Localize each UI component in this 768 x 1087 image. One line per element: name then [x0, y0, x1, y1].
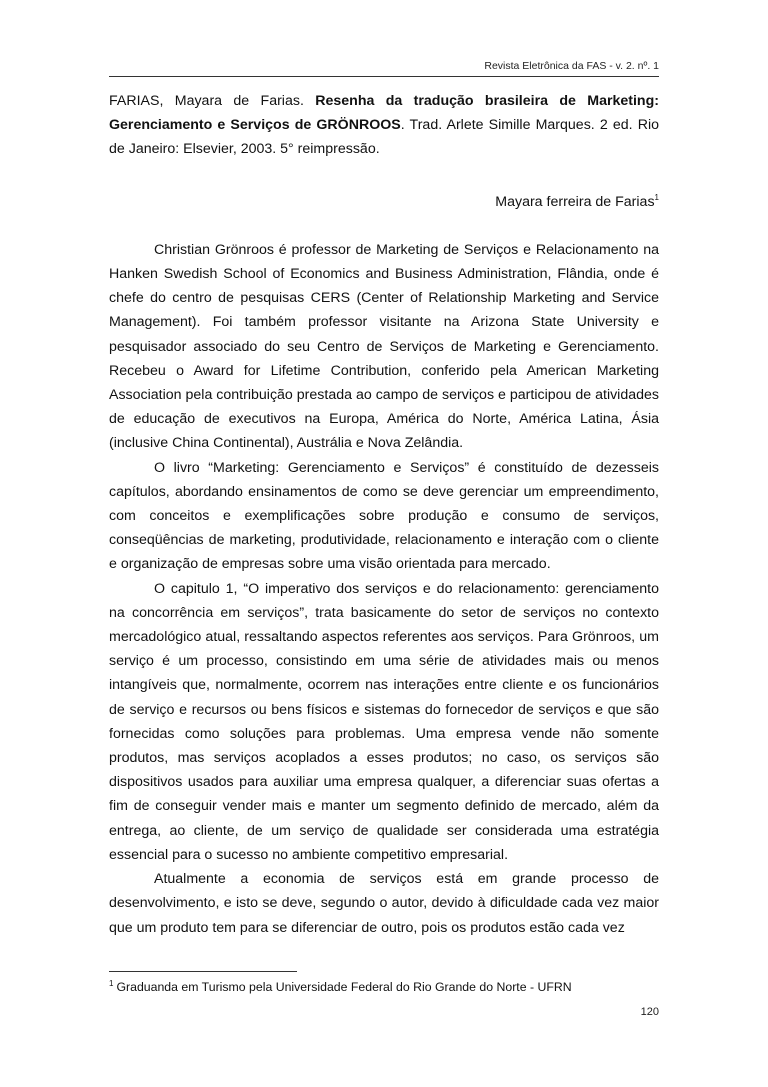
- citation-author: FARIAS, Mayara de Farias.: [109, 93, 304, 109]
- footnote-rule: [109, 971, 297, 972]
- footnote-text: Graduanda em Turismo pela Universidade Federal do Rio Grande do Norte - UFRN: [116, 980, 572, 994]
- article-body: [109, 89, 659, 940]
- paragraph-4: Atualmente a economia de serviços está em grande processo de desenvolvimento, e isto se deve, segundo o autor, devido à dificuldade cada vez maior que um produto tem para se diferenciar de outro, pois os produtos estão cada vez: [109, 871, 659, 936]
- footnote-reference[interactable]: 1: [654, 192, 659, 202]
- citation-details: . Trad. Arlete Simille Marques. 2 ed. Rio de Janeiro: Elsevier, 2003. 5° reimpressão.: [109, 117, 660, 158]
- citation-title: Resenha da tradução brasileira de Marketing: Gerenciamento e Serviços de GRÖNROOS: [109, 93, 659, 134]
- footnote: [109, 979, 659, 994]
- page-number: 120: [640, 1006, 659, 1018]
- paragraph-3: O capitulo 1, “O imperativo dos serviços e do relacionamento: gerenciamento na concorrência em serviços”, trata basicamente do setor de serviços no contexto mercadológico atual, ressaltando aspectos referentes aos serviços. Para Grönroos, um serviço é um processo, consistindo em uma série de atividades mais ou menos intangíveis que, normalmente, ocorrem nas interações entre cliente e os funcionários de serviço e recursos ou bens físicos e sistemas do fornecedor de serviços e que são fornecidas como soluções para problemas. Uma empresa vende não somente produtos, mas serviços acoplados a esses produtos; no caso, os serviços são dispositivos usados para auxiliar uma empresa qualquer, a diferenciar suas ofertas a fim de conseguir vender mais e manter um segmento definido de mercado, além da entrega, ao cliente, de um serviço de qualidade ser considerada uma estratégia essencial para o sucesso no ambiente competitivo empresarial.: [109, 580, 659, 863]
- running-header: Revista Eletrônica da FAS - v. 2. nº. 1: [484, 60, 659, 72]
- paragraph-1: Christian Grönroos é professor de Marketing de Serviços e Relacionamento na Hanken Swedish School of Economics and Business Administration, Flândia, onde é chefe do centro de pesquisas CERS (Center of Relationship Marketing and Service Management). Foi também professor visitante na Arizona State University e pesquisador associado do seu Centro de Serviços de Marketing e Gerenciamento. Recebeu o Award for Lifetime Contribution, conferido pela American Marketing Association pela contribuição prestada ao campo de serviços e participou de atividades de educação de executivos na Europa, América do Norte, América Latina, Ásia (inclusive China Continental), Austrália e Nova Zelândia.: [109, 241, 659, 452]
- author-byline: [109, 186, 659, 214]
- paragraph-2: O livro “Marketing: Gerenciamento e Serviços” é constituído de dezesseis capítulos, abordando ensinamentos de como se deve gerenciar um empreendimento, com conceitos e exemplificações sobre produção e consumo de serviços, conseqüências de marketing, produtividade, relacionamento e interação com o cliente e organização de empresas sobre uma visão orientada para mercado.: [109, 459, 659, 573]
- footnote-mark: 1: [109, 979, 114, 988]
- header-rule: [109, 76, 659, 77]
- author-name: Mayara ferreira de Farias: [495, 193, 655, 210]
- citation: [109, 89, 659, 162]
